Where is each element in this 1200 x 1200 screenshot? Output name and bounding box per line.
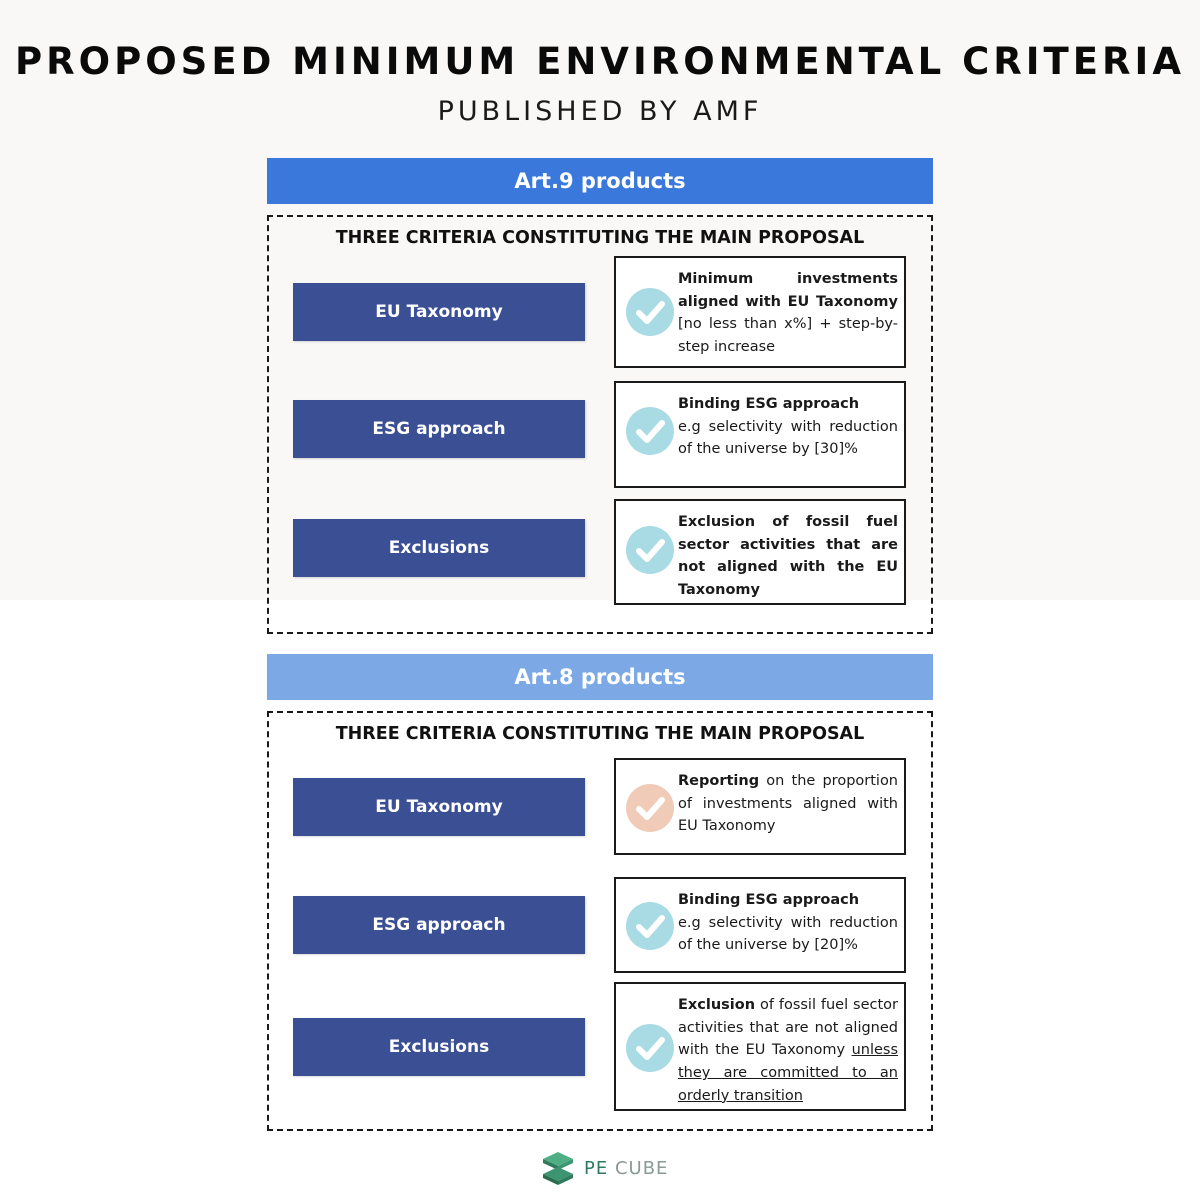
- stacked-cube-logo-icon: [540, 1150, 576, 1186]
- check-icon: [626, 288, 674, 336]
- criterion-text: e.g selectivity with reduction of the universe by [30]%: [678, 418, 898, 458]
- art8-header-band: [267, 654, 933, 700]
- art9-category-exclusions: [293, 519, 585, 577]
- art9-category-esg-approach: [293, 400, 585, 458]
- check-icon: [626, 407, 674, 455]
- art8-criterion-eu-taxonomy: [614, 758, 906, 855]
- art8-category-esg-approach: [293, 896, 585, 954]
- art8-header-label: Art.8 products: [514, 665, 686, 689]
- category-label: Exclusions: [388, 538, 490, 558]
- art9-criterion-exclusions: [614, 499, 906, 605]
- category-label: ESG approach: [372, 915, 506, 935]
- criterion-bold-text: Binding ESG approach: [678, 892, 860, 908]
- brand-logo: [540, 1150, 670, 1186]
- criterion-bold-text: Exclusion of fossil fuel sector activities that are not aligned with the EU Taxonomy: [678, 514, 898, 599]
- criterion-bold-text: Minimum investments aligned with EU Taxonomy: [678, 271, 898, 310]
- art8-criterion-esg-approach: [614, 877, 906, 973]
- page-title: PROPOSED MINIMUM ENVIRONMENTAL CRITERIA: [15, 40, 1185, 83]
- check-icon: [626, 902, 674, 950]
- brand-name: [584, 1158, 668, 1179]
- criterion-bold-text: Binding ESG approach: [678, 396, 860, 412]
- art9-header-band: [267, 158, 933, 204]
- art8-category-exclusions: [293, 1018, 585, 1076]
- art9-criterion-esg-approach: [614, 381, 906, 488]
- criterion-text: of fossil fuel sector activities that are not aligned with the EU Taxonomy: [678, 997, 899, 1059]
- brand-name-cube: CUBE: [614, 1158, 669, 1179]
- art9-panel-heading: THREE CRITERIA CONSTITUTING THE MAIN PROPOSAL: [335, 228, 865, 248]
- art9-category-eu-taxonomy: [293, 283, 585, 341]
- category-label: EU Taxonomy: [375, 797, 503, 817]
- category-label: EU Taxonomy: [375, 302, 503, 322]
- criterion-bold-text: Exclusion: [678, 997, 756, 1013]
- criterion-text: [no less than x%] + step-by-step increase: [678, 316, 898, 356]
- art8-criterion-exclusions: [614, 982, 906, 1111]
- criterion-underlined-text: unless they are committed to an orderly transition: [678, 1042, 899, 1104]
- category-label: ESG approach: [372, 419, 506, 439]
- art8-panel-heading: THREE CRITERIA CONSTITUTING THE MAIN PROPOSAL: [335, 724, 865, 744]
- criterion-text: on the proportion of investments aligned with EU Taxonomy: [678, 773, 899, 835]
- page-subtitle: PUBLISHED BY AMF: [437, 96, 763, 127]
- art9-criterion-eu-taxonomy: [614, 256, 906, 368]
- criterion-bold-text: Reporting: [678, 773, 760, 789]
- check-icon: [626, 784, 674, 832]
- art9-header-label: Art.9 products: [514, 169, 686, 193]
- check-icon: [626, 526, 674, 574]
- criterion-text: e.g selectivity with reduction of the universe by [20]%: [678, 914, 898, 954]
- art8-category-eu-taxonomy: [293, 778, 585, 836]
- brand-name-pe: PE: [584, 1158, 609, 1179]
- category-label: Exclusions: [388, 1037, 490, 1057]
- check-icon: [626, 1024, 674, 1072]
